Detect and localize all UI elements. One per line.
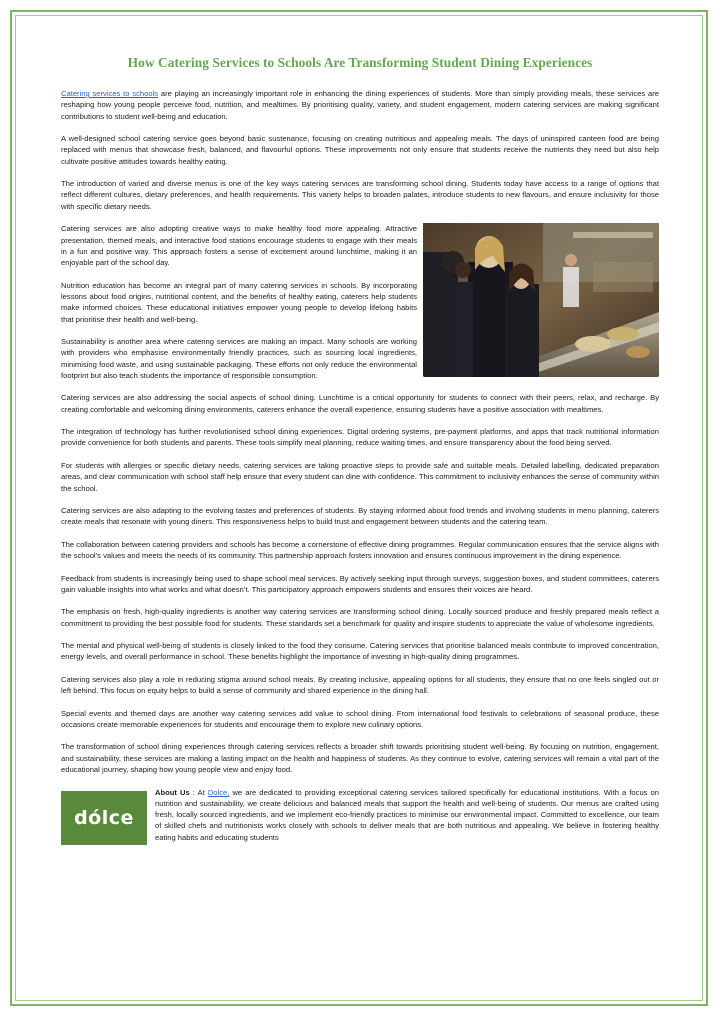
about-pre: : At <box>189 787 208 797</box>
paragraph-9: Catering services are also adapting to the evolving tastes and preferences of students. By staying informed about food trends and involving students in menu planning, caterers create meals that resonate with young diners. This responsiveness helps to build trust and engagement between students and the catering team. <box>61 506 659 527</box>
paragraph-8: For students with allergies or specific dietary needs, catering services are taking proactive steps to provide safe and suitable meals. Detailed labelling, dedicated preparation areas, and clear communication with school staff help ensure that every student can dine with confidence. This commitment to inclusivity enhances the sense of community within the school. <box>61 460 659 493</box>
paragraph-13: The mental and physical well-being of students is closely linked to the food they consume. Catering services that prioritise balanced meals contribute to improved concentration, energy levels, and overall performance in school. These benefits highlight the importance of investing in high-quality dining programmes. <box>61 641 659 662</box>
article-title: How Catering Services to Schools Are Transforming Student Dining Experiences <box>127 55 593 70</box>
dolce-logo-text: dólce <box>74 806 134 829</box>
about-paragraph <box>155 787 659 845</box>
article <box>61 55 659 845</box>
paragraph-15: Special events and themed days are another way catering services add value to school dining. From international food festivals to celebrations of seasonal produce, these occasions create memorable experiences for students and encourage them to explore new culinary options. <box>61 708 659 729</box>
paragraph-10: The collaboration between catering providers and schools has become a cornerstone of effective dining programmes. Regular communication ensures that the service aligns with the school’s values and meets the needs of its community. This partnership approach fosters innovation and ensures continuous improvement in the dining experience. <box>61 539 659 561</box>
about-label: About Us <box>155 787 190 797</box>
paragraph-7: The integration of technology has further revolutionised school dining experiences. Digital ordering systems, pre-payment platforms, and apps that track nutritional information provide convenience for both students and parents. These tools simplify meal planning, reduce waiting times, and ensure transparency about the food being served. <box>61 427 659 448</box>
dolce-logo <box>61 791 147 845</box>
paragraph-1: A well-designed school catering service goes beyond basic sustenance, focusing on creating nutritious and appealing meals. The days of uninspired canteen food are being replaced with menus that showcase fresh, balanced, and flavourful options. These improvements not only ensure that students receive the nutrients they need but also help cultivate positive attitudes towards healthy eating. <box>61 134 659 166</box>
paragraph-5: Sustainability is another area where catering services are making an impact. Many schools are working with providers who emphasise environmentally friendly practices, such as sourcing local ingredients, minimising food waste, and using sustainable packaging. These efforts not only reduce the environmental footprint but also teach students the importance of responsible consumption. <box>61 336 417 380</box>
paragraph-2: The introduction of varied and diverse menus is one of the key ways catering services are transforming school dining. Students today have access to a range of options that reflect different cultures, dietary preferences, and health requirements. This variety helps to broaden palates, introduce students to new flavours, and ensure inclusivity for those with specific dietary needs. <box>61 179 659 211</box>
about-text: we are dedicated to providing exceptional catering services tailored specifically for educational institutions. With a focus on nutrition and sustainability, we create delicious and balanced meals that support the health and well-being of students. Our menus are crafted using fresh, locally sourced ingredients, and we implement eco-friendly practices to minimise our environmental impact. Committed to excellence, our team of skilled chefs and nutritionists works closely with schools to deliver meals that are both nutritious and appealing. We believe in fostering healthy eating habits and educating students <box>155 787 659 842</box>
intro-paragraph <box>61 88 659 122</box>
image-section <box>61 223 659 392</box>
paragraph-11: Feedback from students is increasingly being used to shape school meal services. By actively seeking input through surveys, suggestion boxes, and student committees, caterers gain valuable insights into what works and what doesn’t. This participatory approach empowers students and ensures their voices are heard. <box>61 573 659 594</box>
paragraph-16: The transformation of school dining experiences through catering services reflects a broader shift towards prioritising student well-being. By focusing on nutrition, engagement, and sustainability, these services are making a lasting impact on the health and happiness of students. As they continue to evolve, catering services will remain a vital part of the educational journey, shaping how young people view and enjoy food. <box>61 742 659 775</box>
paragraph-14: Catering services also play a role in reducing stigma around school meals. By creating inclusive, appealing options for all students, they ensure that no one feels singled out or left behind. This focus on equity helps to build a sense of community and shared experience in the dining hall. <box>61 674 659 696</box>
catering-services-link[interactable]: Catering services to schools <box>61 89 159 98</box>
paragraph-3: Catering services are also adopting creative ways to make healthy food more appealing. Attractive presentation, themed meals, and interactive food stations encourage students to engage with their meals in a fun and positive way. This approach fosters a sense of excitement around lunchtime, making it an enjoyable part of the school day. <box>61 224 417 268</box>
paragraph-6: Catering services are also addressing the social aspects of school dining. Lunchtime is a critical opportunity for students to connect with their peers, relax, and recharge. By creating comfortable and welcoming dining environments, caterers enhance the overall experience, ensuring students have a positive association with mealtimes. <box>61 393 659 414</box>
paragraph-12: The emphasis on fresh, high-quality ingredients is another way catering services are transforming school dining. Locally sourced produce and freshly prepared meals reflect a commitment to providing the best possible food for students. These standards set a benchmark for quality and inspire students to appreciate the value of wholesome ingredients. <box>61 607 659 628</box>
intro-text: are playing an increasingly important role in enhancing the dining experiences of students. More than simply providing meals, these services are reshaping how young people perceive food, nutrition, and mealtimes. By prioritising quality, variety, and student engagement, modern catering services are making significant contributions to student well-being and education. <box>61 89 659 121</box>
paragraph-4: Nutrition education has become an integral part of many catering services in schools. By incorporating lessons about food origins, nutritional content, and the benefits of healthy eating, caterers help students make informed choices. These educational initiatives empower young people to develop lifelong habits that prioritise their health and well-being. <box>61 280 417 324</box>
dolce-link[interactable]: Dolce, <box>207 787 230 797</box>
about-section <box>61 787 659 845</box>
school-dining-photo <box>423 223 659 377</box>
